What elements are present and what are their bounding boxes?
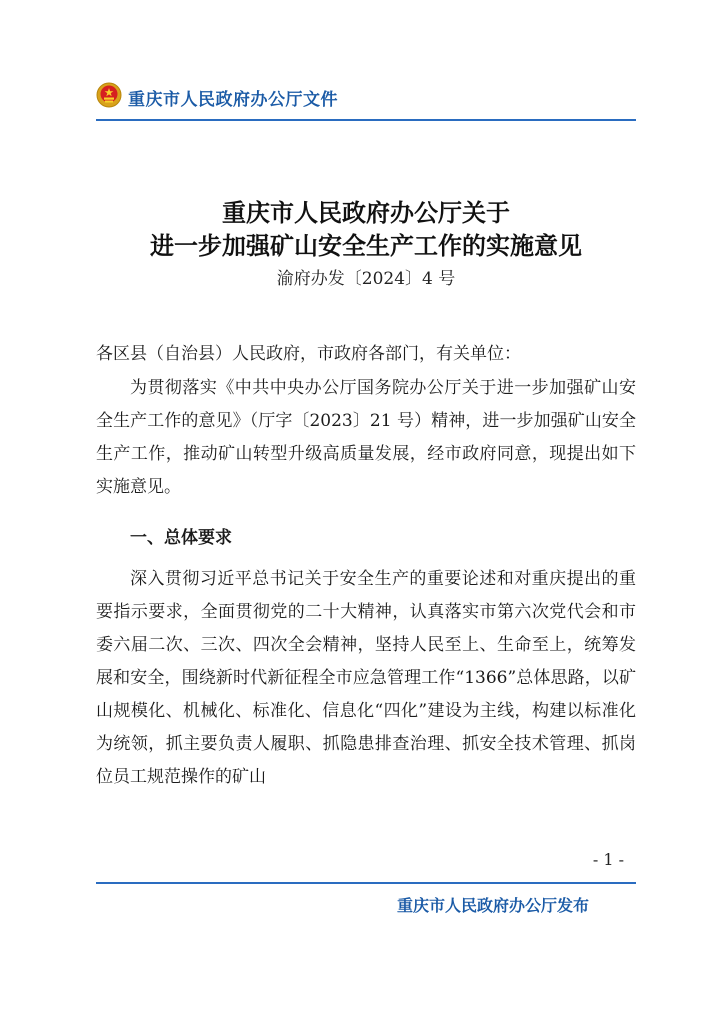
page-number: - 1 - [592,850,624,869]
document-title-line-2: 进一步加强矿山安全生产工作的实施意见 [150,231,582,260]
section-heading: 一、总体要求 [130,528,232,548]
document-title-line-1: 重庆市人民政府办公厅关于 [222,198,510,227]
header-title: 重庆市人民政府办公厅文件 [128,90,338,110]
paragraph-general-requirements: 深入贯彻习近平总书记关于安全生产的重要论述和对重庆提出的重要指示要求，全面贯彻党的二十大精神，认真落实市第六次党代会和市委六届二次、三次、四次全会精神，坚持人民至上、生命至上，统筹发展和安全，围绕新时代新征程全市应急管理工作“1366”总体思路，以矿山规模化、机械化、标准化、信息化“四化”建设为主线，构建以标准化为统领，抓主要负责人履职、抓隐患排查治理、抓安全技术管理、抓岗位员工规范操作的矿山 [96,569,636,787]
document-number: 渝府办发〔2024〕4 号 [276,269,456,289]
header-divider [96,119,636,121]
national-emblem-icon [96,82,122,108]
footer-publisher: 重庆市人民政府办公厅发布 [396,896,589,915]
paragraph-intro: 为贯彻落实《中共中央办公厅国务院办公厅关于进一步加强矿山安全生产工作的意见》（厅字〔2023〕21 号）精神，进一步加强矿山安全生产工作，推动矿山转型升级高质量发展，经市政府同意，现提出如下实施意见。 [96,378,636,497]
document-header [96,80,636,120]
footer-divider [96,882,636,884]
salutation: 各区县（自治县）人民政府，市政府各部门，有关单位： [96,344,521,364]
